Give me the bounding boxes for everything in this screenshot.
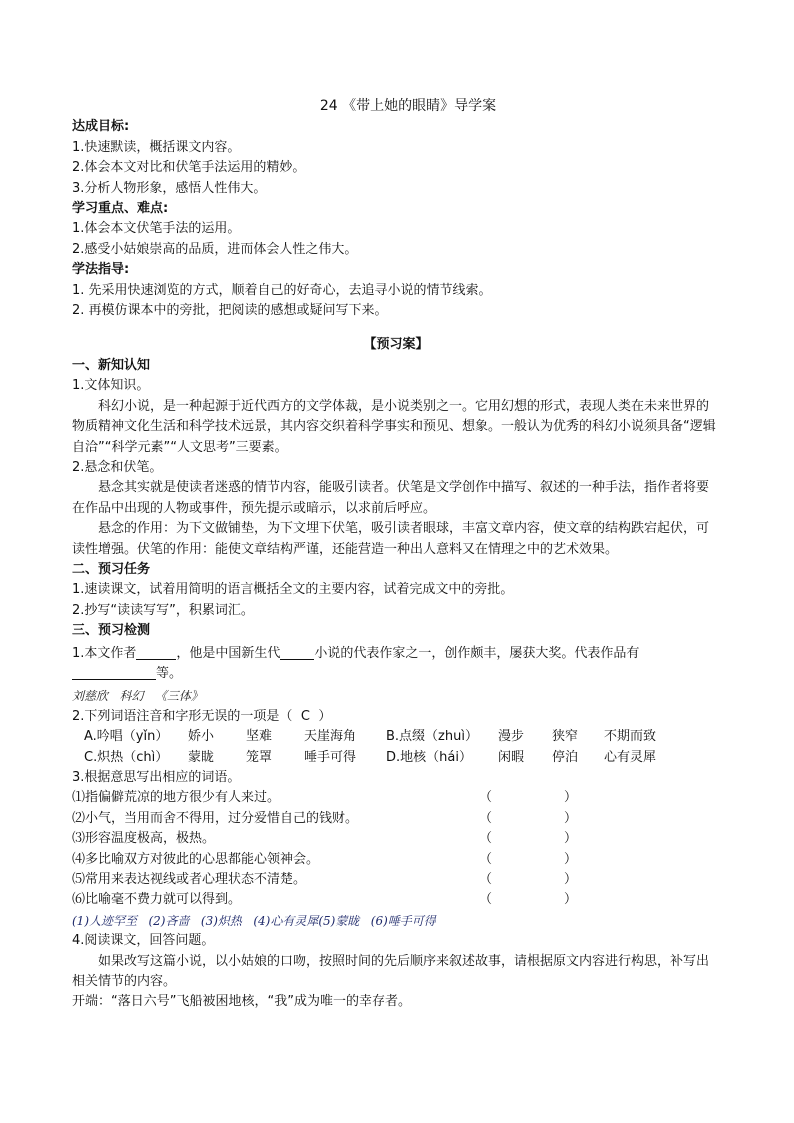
knowledge-paragraph: 悬念其实就是使读者迷惑的情节内容，能吸引读者。伏笔是文学创作中描写、叙述的一种手法，指作者将要在作品中出现的人物或事件，预先提示或暗示，以求前后呼应。 [72,480,710,516]
section-heading: 三、预习检测 [72,623,151,639]
word-item: ⑷多比喻双方对彼此的心思都能心领神会。 （ ） [72,850,577,870]
handwritten-answer: (1)人迹罕至 (2)吝啬 (3)炽热 (4)心有灵犀(5)蒙眬 (6)唾手可得 [72,913,436,928]
method-heading: 学法指导: [72,262,130,278]
question-3: 3.根据意思写出相应的词语。 [72,770,241,785]
handwritten-answer: 刘慈欣 科幻 《三体》 [72,689,203,704]
goal-item: 1.快速默读，概括课文内容。 [72,139,241,155]
section-heading: 二、预习任务 [72,561,151,577]
task-item: 1.速读课文，试着用简明的语言概括全文的主要内容，试着完成文中的旁批。 [72,582,514,598]
answer-parens[interactable]: （ ） [479,892,577,908]
word-item: ⑴指偏僻荒凉的地方很少有人来过。 （ ） [72,788,577,808]
knowledge-label: 2.悬念和伏笔。 [72,459,163,475]
question-4: 4.阅读课文，回答问题。 [72,933,215,949]
word-item: ⑹比喻毫不费力就可以得到。 （ ） [72,890,577,910]
option-row: C.炽热（chì） 蒙眬 笼罩 唾手可得 D.地核（hái） 闲暇 停泊 心有灵犀 [84,749,657,765]
goals-heading: 达成目标: [72,119,130,135]
knowledge-label: 1.文体知识。 [72,378,150,394]
task-item: 2.抄写“读读写写”，积累词汇。 [72,602,254,618]
question-2: 2.下列词语注音和字形无误的一项是（ C ） [72,707,720,727]
focus-item: 1.体会本文伏笔手法的运用。 [72,221,241,237]
answer-parens[interactable]: （ ） [479,790,577,806]
q2-answer: C [300,708,310,724]
option-row: A.吟唱（yǐn） 娇小 坚难 天崖海角 B.点缀（zhuì） 漫步 狭窄 不期而致 [84,729,657,745]
word-item: ⑶形容温度极高，极热。 （ ） [72,829,577,849]
preview-section-title: 【预习案】 [363,337,429,353]
focus-heading: 学习重点、难点: [72,201,169,217]
goal-item: 2.体会本文对比和伏笔手法运用的精妙。 [72,160,306,176]
word-item: ⑸常用来表达视线或者心理状态不清楚。 （ ） [72,870,577,890]
knowledge-paragraph: 科幻小说，是一种起源于近代西方的文学体裁，是小说类别之一。它用幻想的形式，表现人类在未来世界的物质精神文化生活和科学技术远景，其内容交织着科学事实和预见、想象。一般认为优秀的科幻小说须具备“逻辑自洽”“科学元素”“人文思考”三要素。 [72,398,716,455]
question-1: 1.本文作者 ，他是中国新生代 小说的代表作家之一，创作颇丰，屡获大奖。代表作品有 等。 [72,645,640,681]
knowledge-paragraph: 悬念的作用：为下文做铺垫，为下文埋下伏笔，吸引读者眼球，丰富文章内容，使文章的结构跌宕起伏，可读性增强。伏笔的作用：能使文章结构严谨，还能营造一种出人意料又在情理之中的艺术效果。 [72,521,710,557]
question-4-text: 如果改写这篇小说，以小姑娘的口吻，按照时间的先后顺序来叙述故事，请根据原文内容进行构思，补写出相关情节的内容。 [72,953,710,990]
section-heading: 一、新知认知 [72,357,151,373]
answer-blank[interactable] [72,665,156,680]
method-item: 2. 再模仿课本中的旁批，把阅读的感想或疑问写下来。 [72,303,388,319]
method-item: 1. 先采用快速浏览的方式，顺着自己的好奇心，去追寻小说的情节线索。 [72,282,492,298]
answer-blank[interactable] [280,645,314,660]
answer-parens[interactable]: （ ） [479,831,577,847]
answer-blank[interactable] [136,645,176,660]
document-page [72,96,720,1013]
page-title: 24 《带上她的眼睛》导学案 [319,98,497,114]
answer-parens[interactable]: （ ） [479,810,577,826]
question-4-start: 开端：“落日六号”飞船被困地核，“我”成为唯一的幸存者。 [72,994,411,1010]
word-item: ⑵小气，当用而舍不得用，过分爱惜自己的钱财。 （ ） [72,809,577,829]
focus-item: 2.感受小姑娘崇高的品质，进而体会人性之伟大。 [72,241,358,257]
answer-parens[interactable]: （ ） [479,851,577,867]
answer-parens[interactable]: （ ） [479,872,577,888]
goal-item: 3.分析人物形象，感悟人性伟大。 [72,180,267,196]
